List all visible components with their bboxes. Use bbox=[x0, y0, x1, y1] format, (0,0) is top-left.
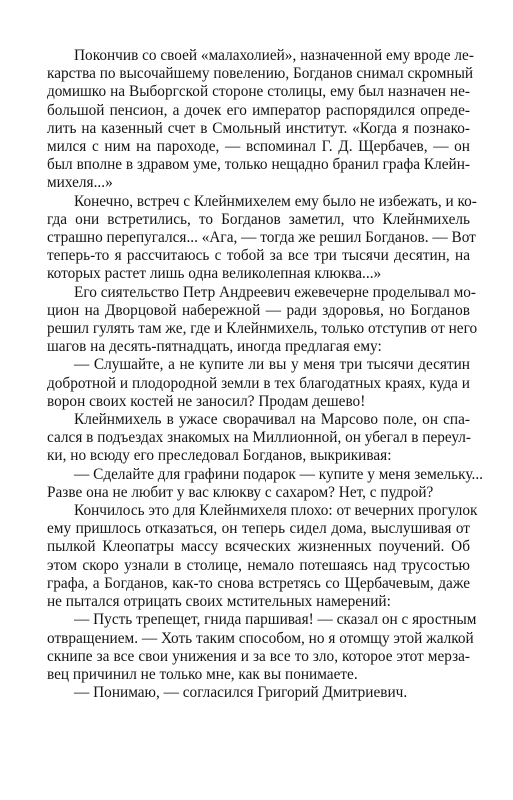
text-line: цион на Дворцовой набережной — ради здоровья, но Богданов bbox=[47, 301, 470, 319]
text-line: Его сиятельство Петр Андреевич ежевечерне проделывал мо- bbox=[74, 283, 476, 301]
text-line: этом скоро узнали в столице, немало потешаясь над трусостью bbox=[47, 556, 470, 574]
text-line: мился с ним на пароходе, — вспоминал Г. Д. Щербачев, — он bbox=[47, 138, 470, 156]
text-line: — Пусть трепещет, гнида паршивая! — сказал он с яростным bbox=[74, 611, 477, 629]
text-block bbox=[47, 47, 483, 702]
text-line: — Сделайте для графини подарок — купите у меня земельку... bbox=[74, 465, 483, 483]
text-line: домишко на Выборгской стороне столицы, ему был назначен не- bbox=[47, 83, 470, 101]
text-line: ворон своих костей не заносил? Продам дешево! bbox=[47, 392, 366, 410]
text-line: пылкой Клеопатры массу всяческих жизненных поучений. Об bbox=[47, 538, 470, 556]
text-line: лить на казенный счет в Смольный институт. «Когда я познако- bbox=[47, 119, 470, 137]
text-line: ки, но всюду его преследовал Богданов, выкрикивая: bbox=[47, 447, 392, 465]
text-line: добротной и плодородной земли в тех благодатных краях, куда и bbox=[47, 374, 470, 392]
text-line: Конечно, встреч с Клейнмихелем ему было не избежать, и ко- bbox=[74, 192, 477, 210]
text-line: скнипе за все свои унижения и за все то зло, которое этот мерза- bbox=[47, 647, 470, 665]
paragraph-2 bbox=[47, 192, 477, 284]
paragraph-7 bbox=[47, 502, 478, 611]
text-line: графа, а Богданов, как-то снова встретясь со Щербачевым, даже bbox=[47, 574, 470, 592]
text-line: отвращением. — Хоть таким способом, но я отомщу этой жалкой bbox=[47, 629, 474, 647]
text-line: не пытался отрицать своих мстительных намерений: bbox=[47, 593, 391, 611]
text-line: гда они встретились, то Богданов заметил, что Клейнмихель bbox=[47, 210, 470, 228]
text-line: решил гулять там же, где и Клейнмихель, только отступив от него bbox=[47, 320, 478, 338]
text-line: — Понимаю, — согласился Григорий Дмитриевич. bbox=[74, 684, 408, 702]
text-line: карства по высочайшему повелению, Богданов снимал скромный bbox=[47, 65, 474, 83]
paragraph-3 bbox=[47, 283, 478, 357]
text-line: сался в подъездах знакомых на Миллионной, он убегал в переул- bbox=[47, 429, 472, 447]
text-line: Кончилось это для Клейнмихеля плохо: от вечерних прогулок bbox=[74, 502, 478, 520]
paragraph-4 bbox=[47, 356, 470, 411]
text-line: Покончив со своей «малахолией», назначенной ему вроде ле- bbox=[74, 47, 474, 64]
text-line: которых растет лишь одна великолепная клюква...» bbox=[47, 265, 382, 283]
paragraph-1 bbox=[47, 47, 474, 193]
text-line: Разве она не любит у вас клюкву с сахаром? Нет, с пудрой? bbox=[47, 483, 434, 501]
text-line: шагов на десять-пятнадцать, иногда предлагая ему: bbox=[47, 338, 382, 356]
text-line: Клейнмихель в ужасе сворачивал на Марсово поле, он спа- bbox=[74, 411, 470, 429]
paragraph-6 bbox=[47, 465, 483, 502]
text-line: ему пришлось отказаться, он теперь сидел дома, выслушивая от bbox=[47, 520, 470, 538]
paragraph-5 bbox=[47, 411, 470, 466]
text-line: страшно перепугался... «Ага, — тогда же решил Богданов. — Вот bbox=[47, 229, 476, 247]
text-line: — Слушайте, а не купите ли вы у меня три тысячи десятин bbox=[74, 356, 470, 374]
paragraph-9 bbox=[47, 684, 470, 702]
text-line: вец причинил не только мне, как вы понимаете. bbox=[47, 665, 358, 683]
text-line: большой пенсион, а дочек его император распорядился опреде- bbox=[47, 101, 470, 119]
text-line: михеля...» bbox=[47, 174, 113, 192]
paragraph-8 bbox=[47, 611, 477, 684]
text-line: был вполне в здравом уме, только нещадно бранил графа Клейн- bbox=[47, 156, 470, 174]
text-line: теперь-то я рассчитаюсь с тобой за все три тысячи десятин, на bbox=[47, 247, 470, 265]
